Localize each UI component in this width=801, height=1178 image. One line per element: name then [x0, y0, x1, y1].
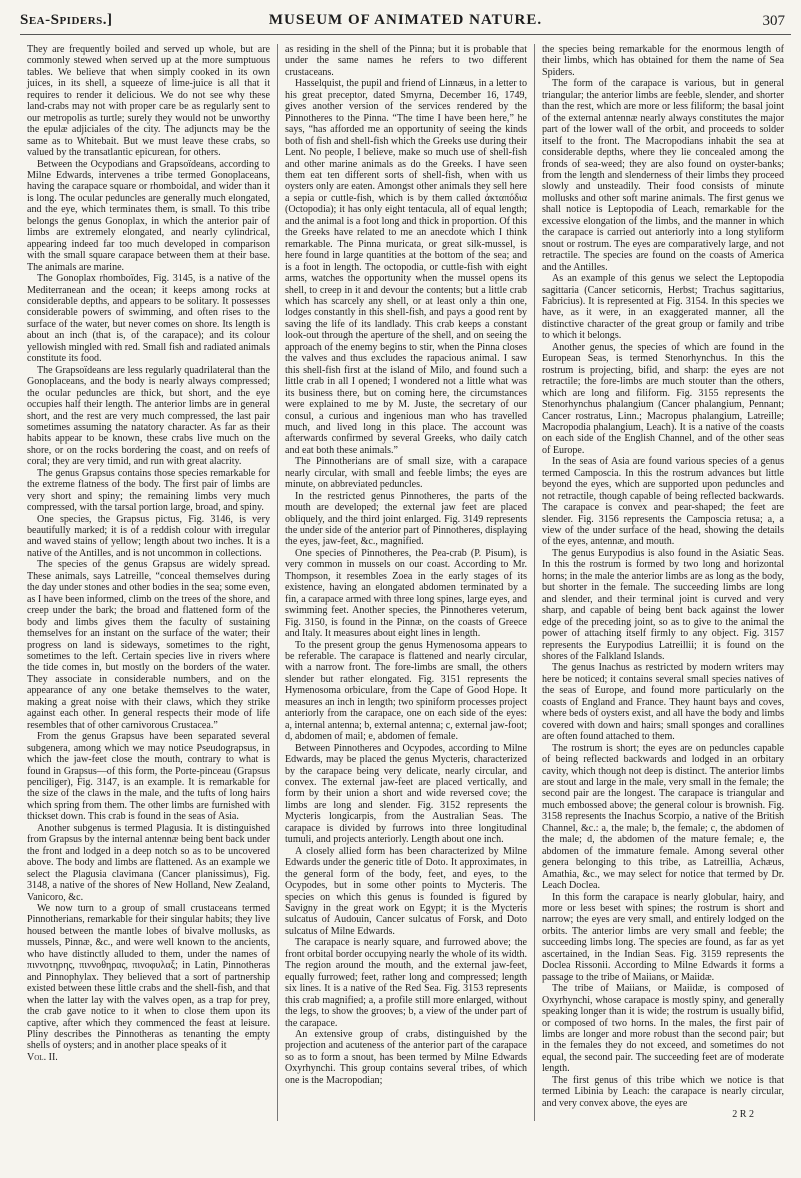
paragraph: They are frequently boiled and served up whole, but are commonly stewed when served up at the more sumptuous tables. We believe that when simply cooked in its own juices, in its shell, a squeeze of lime-juice is all that it requires to render it delicious. We do not see why these land-crabs may not with proper care be as regularly sent to our metropolis as turtle; surely they would not be unworthy the epulæ adjiciales of the city. The adjuncts may be the same as to Whitebait. But we must leave these crabs, so valued by the transatlantic epicurean, for others.	[27, 44, 270, 159]
paragraph: The first genus of this tribe which we notice is that termed Libinia by Leach: the carapace is nearly circular, and very convex above, the eyes are	[542, 1074, 784, 1109]
paragraph: The form of the carapace is various, but in general triangular; the anterior limbs are feeble, slender, and shorter than the rest, which are more or less filiform; the basal joint of the external antennæ nearly always constitutes the major part of the lower wall of the orbit, and proceeds to solder itself to the front. The Macropodians inhabit the sea at considerable depths, where they lie concealed among the fronds of sea-weed; they are also found on oyster-banks; from the length and slenderness of their limbs they proceed slowly and unsteadily. Their food consists of minute mollusks and other soft marine animals. The first genus we shall notice is Leptopodia of Leach, remarkable for the excessive elongation of the limbs, and the manner in which the carapace is carried out anteriorly into a long styliform snout or rostrum. The eyes are comparatively large, and not retractile. The species are found on the coasts of America and the Antilles.	[542, 78, 784, 273]
paragraph: The genus Inachus as restricted by modern writers may here be noticed; it contains several small species natives of the seas of Europe, and found more particularly on the coasts of England and France. They haunt bays and coves, where beds of oysters exist, and all have the body and limbs covered with down and hairs; small sponges and corallines are often found attached to them.	[542, 662, 784, 743]
paragraph: The genus Eurypodius is also found in the Asiatic Seas. In this the rostrum is formed by two long and horizontal horns; in the male the anterior limbs are as long as the body, but shorter in the female. The succeeding limbs are long and slender, and their terminal joint is curved and very sharp, and capable of being bent back against the lower edge of the preceding joint, so as to give to the animal the power of attaching itself firmly to any object. Fig. 3157 represents the Eurypodius Latreillii; it is found on the shores of the Falkland Islands.	[542, 547, 784, 663]
paragraph: From the genus Grapsus have been separated several subgenera, among which we may notice Pseudograpsus, in which the jaw-feet close the mouth, contrary to what is found in Grapsus—of this form, the Porte-pinceau (Grapsus penciliger), Fig. 3147, is an example. It is remarkable for the size of the claws in the male, and the tufts of long hairs which spring from them. The other limbs are furnished with thickset down. This crab is found in the seas of Asia.	[27, 731, 270, 823]
paragraph: The species of the genus Grapsus are widely spread. These animals, says Latreille, “conceal themselves during the day under stones and other bodies in the sea; some even, as I have been informed, climb on the trees of the shore, and creep under the bark; the broad and flattened form of the body and limbs gives them the faculty of sustaining themselves for an instant on the surface of the water; their progress on land is sideways, sometimes to the right, sometimes to the left. Certain species live in rivers where the tide comes in, but mostly on the borders of the water. They associate in considerable numbers, and on the appearance of any one betake themselves to the water, making a great noise with their claws, which they strike against each other. In general respects their mode of life resembles that of other carnivorous Crustacea.”	[27, 559, 270, 731]
column-right	[534, 44, 791, 1121]
column-middle	[277, 44, 534, 1121]
paragraph: Between the Ocypodians and Grapsoïdeans, according to Milne Edwards, intervenes a tribe termed Gonoplaceans, having the carapace square or rhomboidal, and wider than it is long. The ocular peduncles are generally much elongated, and the eye, which terminates them, is small. To this tribe belongs the genus Gonoplax, in which the anterior pair of limbs are extremely elongated, and nearly cylindrical, appearing indeed far too much developed in comparison with the small square carapace between them at their base. The animals are marine.	[27, 158, 270, 273]
paragraph: One species, the Grapsus pictus, Fig. 3146, is very beautifully marked; it is of a reddish colour with irregular and waved stains of yellow; length about two inches. It is a native of the Antilles, and is not uncommon in collections.	[27, 513, 270, 559]
paragraph: As an example of this genus we select the Leptopodia sagittaria (Cancer seticornis, Herbst; Trachus sagittarius, Fabricius). It is represented at Fig. 3154. In this species we have, as it were, in an exaggerated manner, all the distinctive character of the great group or family and tribe to which it belongs.	[542, 273, 784, 342]
paragraph: as residing in the shell of the Pinna; but it is probable that under the same names he refers to two different crustaceans.	[285, 44, 527, 78]
paragraph: To the present group the genus Hymenosoma appears to be referable. The carapace is flattened and nearly circular, with a narrow front. The fore-limbs are small, the others slender but rather elongated. Fig. 3151 represents the Hymenosoma orbiculare, from the Cape of Good Hope. It measures an inch in length; two spiniform processes project anteriorly from the carapace, one on each side of the eyes: a, internal antenna; b, external antenna; c, external jaw-foot; d, abdomen of mail; e, abdomen of female.	[285, 639, 527, 743]
column-left	[20, 44, 277, 1121]
volume-footer: Vol. II.	[27, 1051, 58, 1063]
paragraph: the species being remarkable for the enormous length of their limbs, which has obtained for them the name of Sea Spiders.	[542, 44, 784, 78]
paragraph: A closely allied form has been characterized by Milne Edwards under the generic title of Doto. It approximates, in the general form of the body, feet, and eyes, to the Ocypodes, but in some other points to Mycteris. The species on which this genus is founded is figured by Savigny in the great work on Egypt; it is the Mycteris sulcatus of Audouin, Cancer sulcatus of Forsk, and Doto sulcatus of Milne Edwards.	[285, 845, 527, 937]
running-header	[20, 6, 791, 35]
paragraph: In the restricted genus Pinnotheres, the parts of the mouth are developed; the external jaw feet are placed obliquely, and the third joint enlarged. Fig. 3149 represents the under side of the anterior part of Pinnotheres, displaying the eyes, jaw-feet, &c., magnified.	[285, 490, 527, 548]
page-number: 307	[762, 13, 785, 29]
paragraph: In this form the carapace is nearly globular, hairy, and more or less beset with spines; the rostrum is short and narrow; the eyes are very small, and entirely lodged on the orbits. The anterior limbs are very small and feeble; the succeeding limbs long. The species are found, as far as yet ascertained, in the Indian Seas. Fig. 3159 represents the Doclea Rissonii. According to Milne Edwards it forms a passage to the tribe of Maiians, or Maiidæ.	[542, 891, 784, 983]
paragraph: The genus Grapsus contains those species remarkable for the extreme flatness of the body. The first pair of limbs are very short and spiny; the remaining limbs very much compressed, with the tarsal portion large, broad, and spiny.	[27, 467, 270, 514]
text-columns	[20, 44, 791, 1121]
paragraph: Between Pinnotheres and Ocypodes, according to Milne Edwards, may be placed the genus Mycteris, characterized by the carapace being very delicate, nearly circular, and convex. The external jaw-feet are placed vertically, and form by their union a short and wide reversed cove; the limbs are long and slender. Fig. 3152 represents the Mycteris longicarpis, from the Australian Seas. The carapace is divided by furrows into three longitudinal tumuli, and projects anteriorly. Length about one inch.	[285, 742, 527, 846]
signature-mark: 2 R 2	[732, 1109, 754, 1121]
running-head-left: Sea-Spiders.]	[20, 12, 113, 28]
paragraph: The Pinnotherians are of small size, with a carapace nearly circular, with small and feeble limbs; the eyes are minute, on abbreviated peduncles.	[285, 456, 527, 491]
paragraph: We now turn to a group of small crustaceans termed Pinnotherians, remarkable for their singular habits; they live housed between the mantle lobes of bivalve mollusks, as mussels, Pinnæ, &c., and were well known to the ancients, who have distinctly alluded to them, under the names of πιννοτηρης, πιννοθηρας, πινοφυλαξ; in Latin, Pinnotheras and Pinnophylax. They believed that a sort of partnership existed between these little crabs and the shell-fish, and that when the latter lay with the valves open, as a trap for prey, the crab gave notice to it when to close them upon its captive, after which they commenced the feast at leisure. Pliny describes the Pinnotheras as tenanting the empty shells of oysters; and in another place speaks of it	[27, 902, 270, 1052]
paragraph: The Grapsoïdeans are less regularly quadrilateral than the Gonoplaceans, and the body is nearly always compressed; the ocular peduncles are thick, but short, and the eye occupies half their length. The anterior limbs are in general short, and the rest are very much compressed, the last pair sometimes assuming the natatory character. As far as their habits appear to be known, these crabs live much on the shore, or on the rocks bordering the coast, and on reefs of coral; they are very timid, and run with great alacrity.	[27, 364, 270, 468]
paragraph: Another subgenus is termed Plagusia. It is distinguished from Grapsus by the internal antennæ being bent back under the front and lodged in a deep notch so as to be uncovered above. The body and limbs are flattened. As an example we select the Plagusia clavimana (Cancer planissimus), Fig. 3148, a native of the shores of New Holland, New Zealand, Vanicoro, &c.	[27, 822, 271, 903]
paragraph: The rostrum is short; the eyes are on peduncles capable of being reflected backwards and lodged in an orbitary cavity, which though not deep is distinct. The anterior limbs are stout and large in the male, very small in the female; the second pair are the longest. The carapace is triangular and much embossed above; the general colour is brownish. Fig. 3158 represents the Inachus Scorpio, a native of the British Channel, &c.: a, the male; b, the female; c, the abdomen of the male; d, the abdomen of the mature female; e, the abdomen of the immature female. Among several other genera belonging to this tribe, as Latreillia, Achæus, Amathia, &c., we may select for notice that termed by Dr. Leach Doclea.	[542, 742, 784, 892]
paragraph: An extensive group of crabs, distinguished by the projection and acuteness of the anterior part of the carapace so as to form a snout, has been termed by Milne Edwards Oxyrhynchi. This group contains several tribes, of which one is the Macropodian;	[285, 1028, 527, 1086]
paragraph: Another genus, the species of which are found in the European Seas, is termed Stenorhynchus. In this the rostrum is projecting, bifid, and sharp: the eyes are not retractile; the fore-limbs are much stouter than the others, which are long and filiform. Fig. 3155 represents the Stenorhynchus phalangium (Cancer phalangium, Pennant; Cancer rostratus, Linn.; Macropus phalangium, Latreille; Macropodia phalangium, Leach). It is a native of the coasts on each side of the English Channel, and of the other seas of Europe.	[542, 341, 784, 456]
paragraph: Hasselquist, the pupil and friend of Linnæus, in a letter to his great preceptor, dated Smyrna, December 16, 1749, gives another version of the services rendered by the Pinnotheres to the Pinna. “The time I have been here,” he says, “has afforded me an opportunity of seeing the kinds both of fish and shell-fish which the Greeks use during their Lent. No people, I believe, make so much use of shell-fish and other marine animals as do the Greeks. I have seen them eat ten different sorts of shell-fish, when with us oysters only are eaten. Amongst other animals they sell here a sepia or cuttle-fish, which is by them called ἀκταπόδια (Octopodia); it has only eight tentacula, all of equal length; and the animal is a foot long and thick in proportion. Of this the Greeks have related to me an anecdote which I think remarkable. The Pinna muricata, or great silk-mussel, is here found in large quantities at the bottom of the sea; and is a foot in length. The octopodia, or cuttle-fish with eight arms, watches the opportunity when the mussel opens its shell, to creep in it and devour the contents; but a little crab which has scarcely any shell, or at least only a thin one, lodges constantly in this shell-fish, and pays a good rent by saving the life of its landlady. This crab keeps a constant look-out through the aperture of the shell, and on seeing the approach of the enemy begins to stir, when the Pinna closes the valves and thus excludes the rapacious animal. I saw this shell-fish first at the island of Milo, and found such a little crab in all I opened; I wondered not a little what was its business there, but on coming here, the circumstances were explained to me by M. Juste, the secretary of our consul, a curious and ingenious man who has travelled much, and lived long in this place. The account was afterwards confirmed by several Greeks, who daily catch and eat both these animals.”	[285, 78, 527, 456]
paragraph: The tribe of Maiians, or Maiidæ, is composed of Oxyrhynchi, whose carapace is mostly spiny, and generally speaking longer than it is wide; the rostrum is usually bifid, or composed of two horns. In the males, the first pair of limbs are longer and more robust than the second pair; but in the females they do not exceed, and sometimes do not equal, the second pair. The succeeding feet are of moderate length.	[542, 983, 784, 1075]
paragraph: The carapace is nearly square, and furrowed above; the front orbital border occupying nearly the whole of its width. The region around the mouth, and the external jaw-feet, equally furrowed; feet, rather long and compressed; length six lines. It is a native of the Red Sea. Fig. 3153 represents this crab magnified; a, a profile still more enlarged, without the legs, to show the grooves; b, a view of the under part of the carapace.	[285, 937, 527, 1029]
running-head-center: MUSEUM OF ANIMATED NATURE.	[268, 12, 543, 28]
paragraph: One species of Pinnotheres, the Pea-crab (P. Pisum), is very common in mussels on our coast. According to Mr. Thompson, it resembles Zoea in the early stages of its existence, having an elongated abdomen terminated by a fin, a carapace armed with three long spines, large eyes, and swimming feet. Another species, the Pinnotheres veterum, Fig. 3150, is found in the Pinnæ, on the coasts of Greece and Italy. It measures about eight lines in length.	[285, 547, 527, 640]
paragraph: In the seas of Asia are found various species of a genus termed Camposcia. In this the rostrum advances but little beyond the eyes, which are supported upon peduncles and not retractile, though capable of being reflected backwards. The carapace is convex and pear-shaped; the feet are slender. Fig. 3156 represents the Camposcia retusa; a, a view of the under surface of the head, showing the details of the eyes, antennæ, and mouth.	[542, 456, 784, 548]
paragraph: The Gonoplax rhomboïdes, Fig. 3145, is a native of the Mediterranean and the ocean; it keeps among rocks at considerable depths, and appears to be solitary. It possesses considerable powers of swimming, and often rises to the surface of the water, but never comes on shore. Its length is about an inch (that is, of the carapace); and its colour yellowish mingled with red. Small fish and radiated animals constitute its food.	[27, 273, 270, 365]
